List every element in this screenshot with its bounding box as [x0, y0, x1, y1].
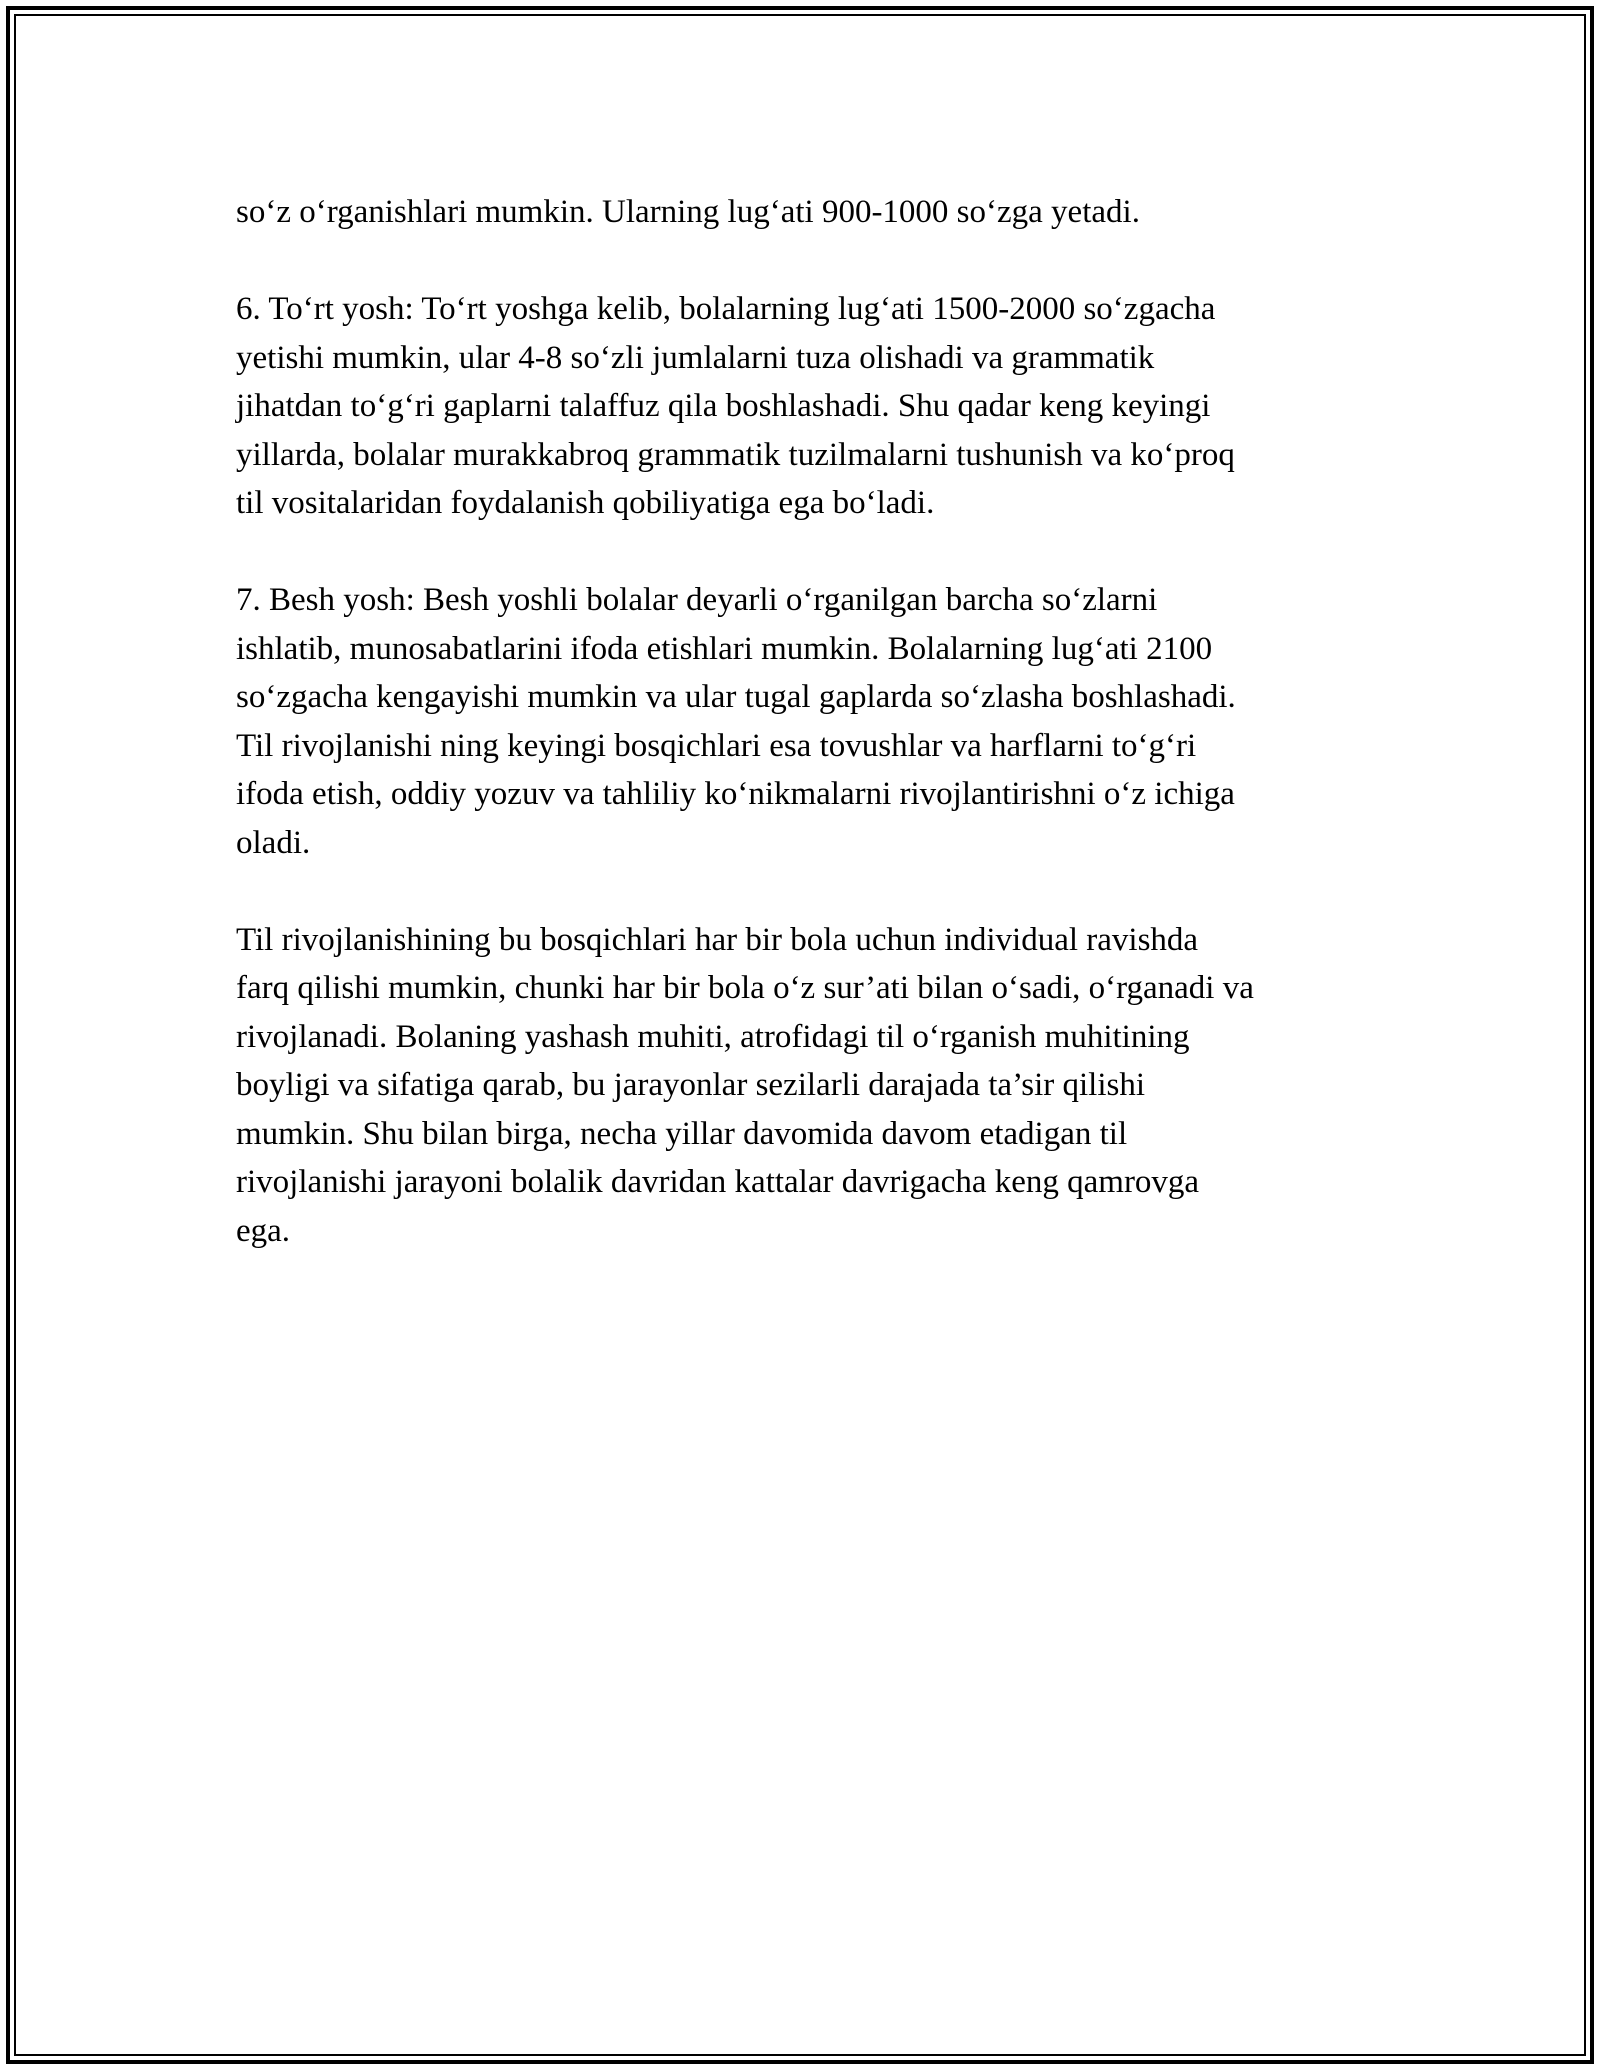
- text-line: til vositalaridan foydalanish qobiliyatiga ega bo‘ladi.: [236, 485, 935, 521]
- text-line: rivojlanishi jarayoni bolalik davridan kattalar davrigacha keng qamrovga: [236, 1164, 1200, 1200]
- text-line: yillarda, bolalar murakkabroq grammatik tuzilmalarni tushunish va ko‘proq: [236, 436, 1235, 473]
- text-line: so‘zgacha kengayishi mumkin va ular tugal gaplarda so‘zlasha boshlashadi.: [236, 679, 1236, 715]
- text-line: mumkin. Shu bilan birga, necha yillar davomida davom etadigan til: [236, 1115, 1128, 1152]
- text-line: Til rivojlanishining bu bosqichlari har bir bola uchun individual ravishda: [236, 921, 1199, 958]
- paragraph-conclusion: [236, 916, 1381, 1256]
- text-line: so‘z o‘rganishlari mumkin. Ularning lug‘ati 900-1000 so‘zga yetadi.: [236, 194, 1140, 230]
- text-line: farq qilishi mumkin, chunki har bir bola o‘z sur’ati bilan o‘sadi, o‘rganadi va: [236, 970, 1254, 1006]
- text-line: 7. Besh yosh: Besh yoshli bolalar deyarli o‘rganilgan barcha so‘zlarni: [236, 582, 1158, 618]
- text-line: rivojlanadi. Bolaning yashash muhiti, atrofidagi til o‘rganish muhitining: [236, 1018, 1190, 1055]
- text-line: Til rivojlanishi ning keyingi bosqichlari esa tovushlar va harflarni to‘g‘ri: [236, 727, 1197, 764]
- text-line: oladi.: [236, 824, 311, 861]
- paragraph-five-years: [236, 576, 1381, 867]
- text-line: boyligi va sifatiga qarab, bu jarayonlar sezilarli darajada ta’sir qilishi: [236, 1067, 1146, 1103]
- document-body: [236, 188, 1381, 1304]
- text-line: yetishi mumkin, ular 4-8 so‘zli jumlalarni tuza olishadi va grammatik: [236, 339, 1155, 376]
- text-line: ega.: [236, 1212, 291, 1249]
- text-line: jihatdan to‘g‘ri gaplarni talaffuz qila boshlashadi. Shu qadar keng keyingi: [236, 388, 1211, 424]
- text-line: 6. To‘rt yosh: To‘rt yoshga kelib, bolalarning lug‘ati 1500-2000 so‘zgacha: [236, 291, 1216, 327]
- paragraph-four-years: [236, 285, 1381, 528]
- text-line: ifoda etish, oddiy yozuv va tahliliy ko‘nikmalarni rivojlantirishni o‘z ichiga: [236, 776, 1235, 812]
- text-line: ishlatib, munosabatlarini ifoda etishlari mumkin. Bolalarning lug‘ati 2100: [236, 630, 1213, 667]
- paragraph-continuation: [236, 188, 1381, 237]
